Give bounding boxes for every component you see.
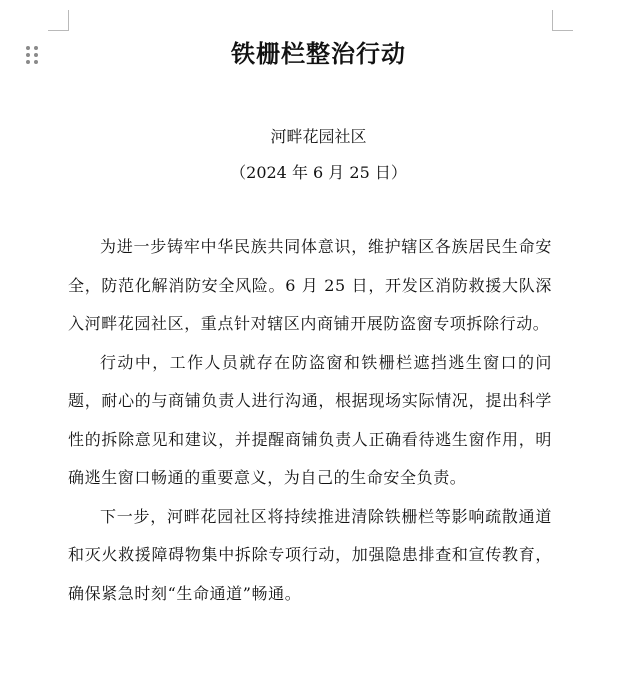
paragraph: 为进一步铸牢中华民族共同体意识，维护辖区各族居民生命安全，防范化解消防安全风险。6 月 25 日，开发区消防救援大队深入河畔花园社区，重点针对辖区内商铺开展防盗窗专项拆除行动。 <box>68 237 552 333</box>
crop-mark-top-left <box>48 10 69 31</box>
document-date: （2024 年 6 月 25 日） <box>230 163 407 182</box>
paragraph: 行动中，工作人员就存在防盗窗和铁栅栏遮挡逃生窗口的问题，耐心的与商铺负责人进行沟通，根据现场实际情况，提出科学性的拆除意见和建议，并提醒商铺负责人正确看待逃生窗作用，明确逃生窗口畅通的重要意义，为自己的生命安全负责。 <box>68 352 552 487</box>
paragraph: 下一步，河畔花园社区将持续推进清除铁栅栏等影响疏散通道和灭火救援障碍物集中拆除专项行动，加强隐患排查和宣传教育，确保紧急时刻“生命通道”畅通。 <box>68 506 552 603</box>
organization-name: 河畔花园社区 <box>270 127 367 146</box>
document-title: 铁栅栏整治行动 <box>231 40 406 68</box>
document-body <box>68 228 552 613</box>
crop-mark-top-right <box>552 10 573 31</box>
